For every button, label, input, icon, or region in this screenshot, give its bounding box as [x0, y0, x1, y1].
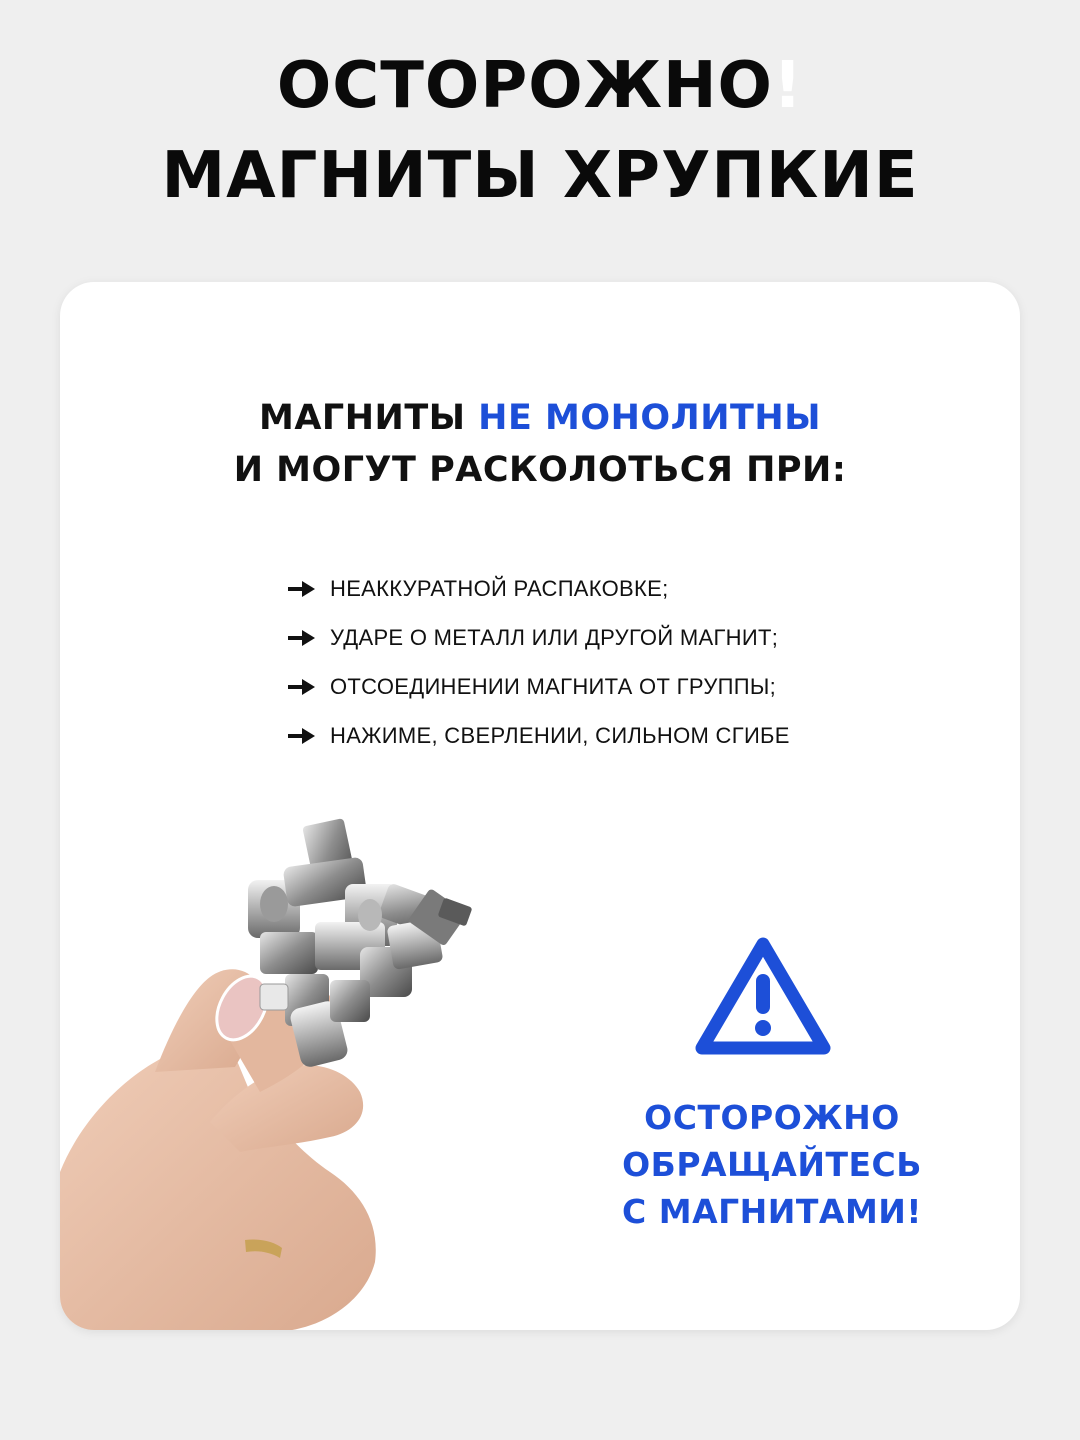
- card-heading: [60, 392, 1020, 496]
- card-heading-line-2: И МОГУТ РАСКОЛОТЬСЯ ПРИ:: [233, 450, 847, 490]
- arrow-right-icon: [288, 677, 316, 697]
- title-line-1: [0, 44, 1080, 128]
- arrow-right-icon: [288, 579, 316, 599]
- warning-triangle-icon: [690, 930, 836, 1060]
- info-card: [60, 282, 1020, 1330]
- list-item: [288, 711, 790, 760]
- list-item: [288, 613, 790, 662]
- list-item-label: НАЖИМЕ, СВЕРЛЕНИИ, СИЛЬНОМ СГИБЕ: [330, 722, 790, 748]
- list-item: [288, 662, 790, 711]
- caution-line-3: С МАГНИТАМИ!: [622, 1192, 922, 1231]
- caution-line-2: ОБРАЩАЙТЕСЬ: [622, 1145, 922, 1184]
- caution-message: [580, 1094, 964, 1235]
- title-caution-word: ОСТОРОЖНО: [276, 49, 773, 123]
- list-item-label: ОТСОЕДИНЕНИИ МАГНИТА ОТ ГРУППЫ;: [330, 673, 777, 699]
- hand-with-magnets-photo: [60, 792, 530, 1330]
- list-item: [288, 564, 790, 613]
- title-line-2: МАГНИТЫ ХРУПКИЕ: [161, 139, 919, 213]
- card-heading-part1: МАГНИТЫ: [259, 398, 479, 438]
- card-heading-highlight: НЕ МОНОЛИТНЫ: [478, 398, 821, 438]
- title-exclamation: !: [772, 49, 804, 123]
- page-title: [0, 44, 1080, 218]
- arrow-right-icon: [288, 628, 316, 648]
- risk-list: [288, 564, 790, 760]
- list-item-label: НЕАККУРАТНОЙ РАСПАКОВКЕ;: [330, 575, 669, 601]
- caution-line-1: ОСТОРОЖНО: [644, 1098, 900, 1137]
- card-heading-line-1: [60, 392, 1020, 444]
- list-item-label: УДАРЕ О МЕТАЛЛ ИЛИ ДРУГОЙ МАГНИТ;: [330, 624, 779, 650]
- arrow-right-icon: [288, 726, 316, 746]
